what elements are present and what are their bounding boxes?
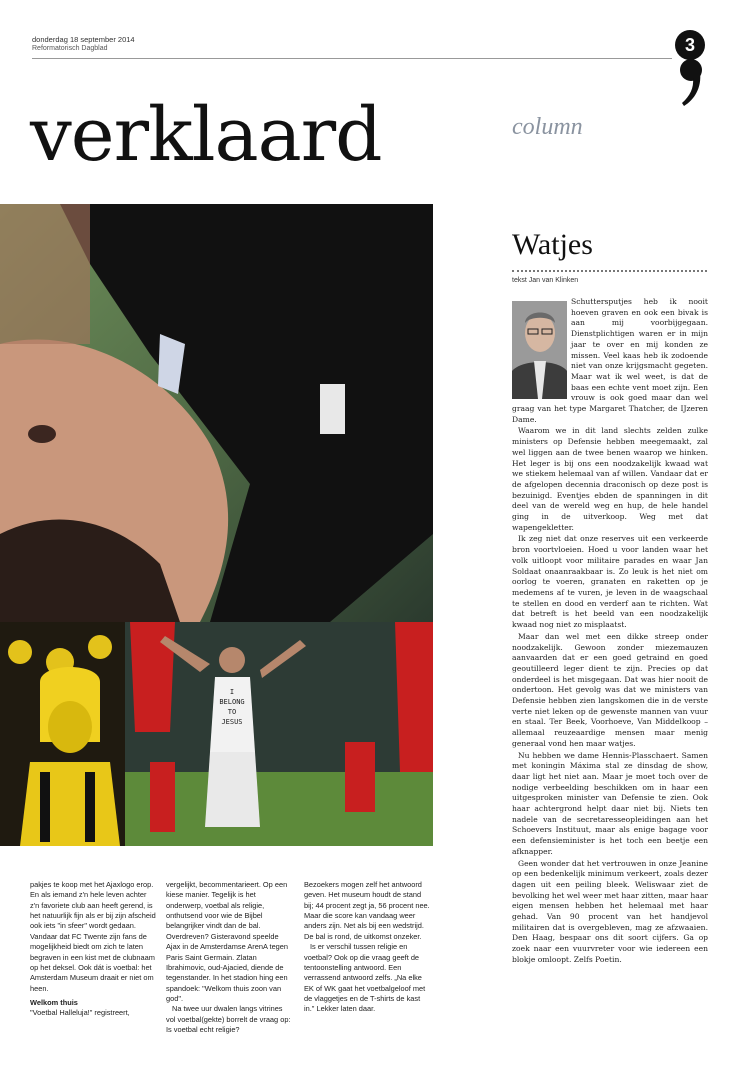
photo-top-illustration: [0, 204, 433, 622]
shirt-text: I: [229, 688, 235, 696]
shirt-text: TO: [227, 708, 237, 716]
column-title: Watjes: [512, 228, 593, 261]
author-portrait: [512, 301, 567, 399]
column-paragraph: Schuttersputjes heb ik nooit hoeven graven en ook een bivak is aan mij voorbijgegaan. Dienstplichtigen waren er in mijn jaar te over en mij konden ze missen. Veel kaas heb ik zodoende niet van onze krijgsmacht gegeten. Maar wat ik wel weet, is dat de baas een echte vent moet zijn. Een vrouw is ook goed maar dan wel graag van het type Margaret Thatcher, de IJzeren Dame.: [512, 297, 708, 424]
article-column-2: [166, 880, 293, 1035]
article-text: Is er verschil tussen religie en voetbal? Ook op die vraag geeft de tentoonstelling antwoord. Een verrassend antwoord zelfs. „Na elke EK of WK gaat het voetbalgeloof met de vlaggetjes en de T-shirts de kast in." Lekker laten daar.: [304, 942, 426, 1014]
article-text: Bezoekers mogen zelf het antwoord geven. Het museum houdt de stand bij; 44 procent zegt ja, 56 procent nee. Maar die score kan vandaag weer anders zijn. Net als bij een wedstrijd. De bal is rond, de uitkomst onzeker.: [304, 880, 430, 941]
photo-fans-and-player: [0, 622, 433, 846]
article-column-3: [304, 880, 431, 1015]
column-paragraph: Ik zeg niet dat onze reserves uit een verkeerde bron voortvloeien. Hoed u voor landen waar het volk uitloopt voor militaire parades en waar Jan Soldaat onaanraakbaar is. Zo leuk is het niet om oorlog te voeren, granaten en raketten op je medemens af te vuren, je leven in de waagschaal te stellen en dood en verderf aan te richten. Wat dat betreft is het beeld van een noodzakelijk kwaad nog niet zo misplaatst.: [512, 534, 708, 630]
article-text: Na twee uur dwalen langs vitrines vol voetbal(gekte) borrelt de vraag op: Is voetbal echt religie?: [166, 1004, 291, 1035]
article-text: "Voetbal Halleluja!" registreert,: [30, 1008, 130, 1018]
column-paragraph: Waarom we in dit land slechts zelden zulke ministers op Defensie hebben meegemaakt, zal wel liggen aan de twee benen waarop we hinken. Het leger is bij ons een noodzakelijk kwaad wat we stiekem helemaal van af willen. Vandaar dat er de afgelopen decennia draconisch op deze post is bezuinigd. Eventjes ebden de spanningen in dit deel van de wereld weg en hup, de hele handel ging in de uitverkoop. Weg met dat wapengekletter.: [512, 426, 708, 532]
column-paragraph: Nu hebben we dame Hennis-Plasschaert. Samen met koningin Máxima stal ze dinsdag de show, daar ligt het niet aan. Maar je moet toch over de nodige verbeelding beschikken om in haar een uitgesproken minister van Defensie te zien. Ook haar achtergrond helpt daar niet bij. Niets ten nadele van de secretaresseopleidingen aan het Schoevers Instituut, maar als enige bagage voor een defensieminister is het toch een beetje een afknapper.: [512, 750, 708, 856]
column-label: column: [512, 114, 583, 140]
column-body: [512, 297, 708, 967]
column-paragraph: Maar dan wel met een dikke streep onder noodzakelijk. Gewoon zonder miezemauzen aanvaarden dat er een goed getraind en goed geoutilleerd leger dient te zijn. Precies op dat onderdeel is het misgegaan. Dat was hier nooit de ondertoon. Het gevolg was dat we ministers van Defensie hebben zien langskomen die in de verste verte niet leken op de gewenste mannen van vuur en staal. Ter Beek, Voorhoeve, Van Middelkoop – allemaal reuzeaardige mensen maar menig generaal vond hen maar watjes.: [512, 631, 708, 748]
header-rule: [32, 58, 672, 59]
shirt-text: BELONG: [219, 698, 245, 706]
column-dotted-rule: [512, 270, 707, 272]
comma-logo-icon: [676, 58, 706, 108]
header-date: donderdag 18 september 2014: [32, 35, 135, 44]
article-text: pakjes te koop met het Ajaxlogo erop. En als iemand z'n hele leven achter z'n favoriete club aan heeft gerend, is het natuurlijk fijn als er bij zijn afscheid ook iets "in sfeer" wordt gedaan. Vandaar dat FC Twente zijn fans de mogelijkheid biedt om zich te laten begraven in een kist met de clubnaam op het deksel. Ook dát is voetbal: het Amsterdam Museum draait er niet om heen.: [30, 880, 156, 993]
page-number-badge: 3: [675, 30, 705, 60]
section-title: verklaard: [30, 92, 382, 178]
shirt-text: JESUS: [221, 718, 243, 726]
article-column-1: [30, 880, 157, 1019]
column-byline: tekst Jan van Klinken: [512, 277, 579, 284]
photo-bottom-illustration: [0, 622, 433, 846]
photo-player-kissing-turf: [0, 204, 433, 622]
column-paragraph: Geen wonder dat het vertrouwen in onze Jeanine op een bedenkelijk minimum verkeert, zoals dezer dagen uit een peiling bleek. Weliswaar ziet de bevolking het wel weer met haar zitten, maar haar eigen mensen hebben het helemaal met haar gehad. Van 90 procent van het handjevol militairen dat is overgebleven, mag ze afzwaaien. Den Haag, bespaar ons dit soort cijfers. Ga op zoek naar een vuurvreter voor wie iedereen een blokje omloopt. Zelfs Poetin.: [512, 858, 708, 964]
header-publication: Reformatorisch Dagblad: [32, 45, 108, 52]
article-subheading: Welkom thuis: [30, 997, 78, 1007]
article-text: vergelijkt, becommentarieert. Op een kiese manier. Tegelijk is het onderwerp, voetbal als religie, onthutsend voor wie de Bijbel belangrijker vindt dan de bal. Overdreven? Gisteravond speelde Ajax in de Amsterdamse ArenA tegen Paris Saint Germain. Zlatan Ibrahimovic, oud-Ajacied, diende de tegenstander. In het stadion hing een spandoek: "Welkom thuis zoon van god".: [166, 880, 289, 1003]
